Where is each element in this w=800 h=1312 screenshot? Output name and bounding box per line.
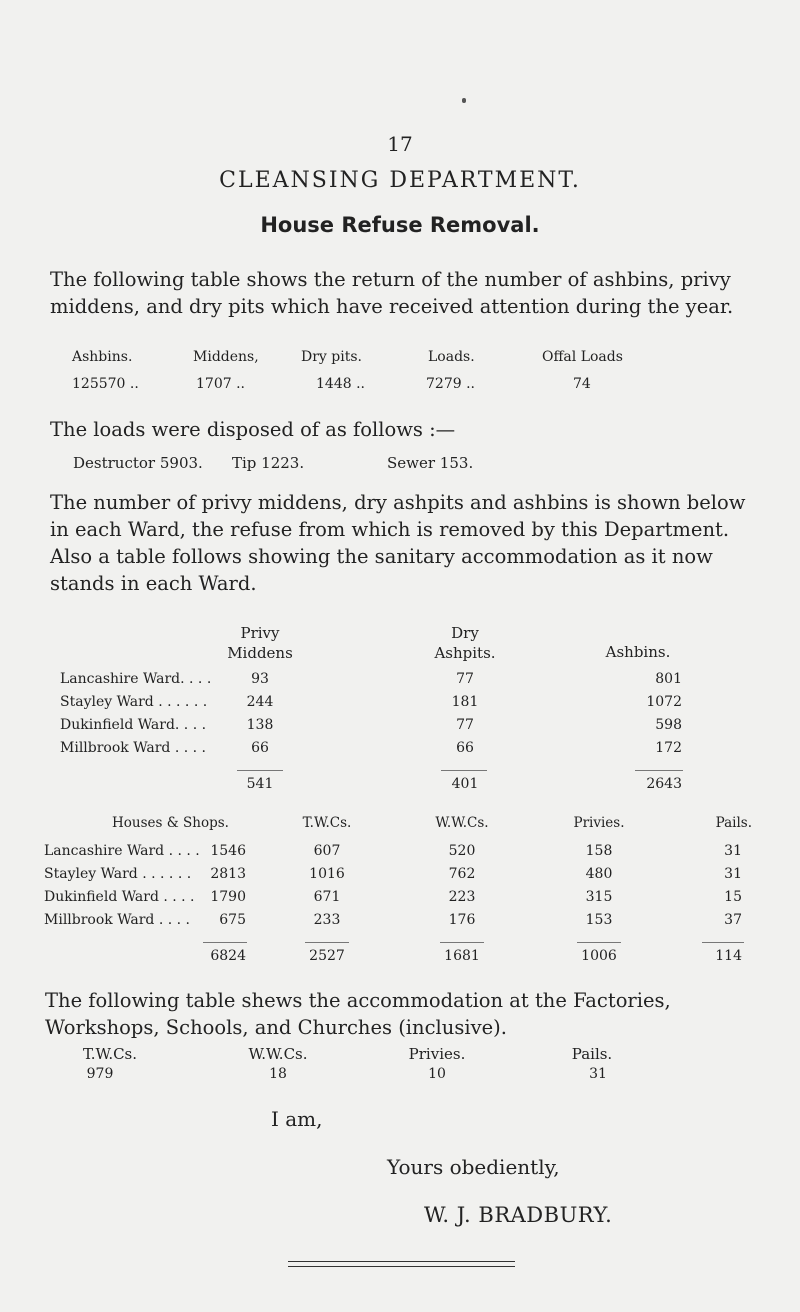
- t2-cell: 520: [448, 843, 476, 859]
- t1-cell: 244: [246, 694, 274, 710]
- t2-cell: 153: [585, 912, 613, 928]
- t2-total: 1006: [581, 948, 617, 964]
- summary-header-offal: Offal Loads: [542, 349, 623, 365]
- summary-header-middens: Middens,: [193, 349, 259, 365]
- department-title: CLEANSING DEPARTMENT.: [219, 168, 581, 193]
- fact-header-pails: Pails.: [571, 1045, 613, 1063]
- t1-header-dry-ashpits: Dry Ashpits.: [434, 624, 496, 662]
- t2-total-rule: [577, 942, 621, 943]
- disposal-intro: The loads were disposed of as follows :—: [50, 418, 456, 441]
- summary-header-drypits: Dry pits.: [301, 349, 362, 365]
- t1-header-privy-middens: Privy Middens: [227, 624, 293, 662]
- t1-total: 541: [246, 776, 274, 792]
- t1-cell: 138: [246, 717, 274, 733]
- t2-total: 2527: [309, 948, 345, 964]
- disposal-sewer: Sewer 153.: [387, 454, 474, 472]
- t2-header-houses: Houses & Shops.: [112, 815, 229, 831]
- t2-cell: 233: [313, 912, 341, 928]
- t2-total: 114: [715, 948, 742, 964]
- t2-total: 1681: [444, 948, 480, 964]
- fact-value: 10: [428, 1066, 446, 1082]
- t2-cell: 671: [313, 889, 341, 905]
- summary-value-loads: 7279 ..: [426, 376, 475, 392]
- page-number: 17: [387, 132, 413, 156]
- summary-value-drypits: 1448 ..: [316, 376, 365, 392]
- t1-total-rule: [441, 770, 487, 771]
- t2-cell: 762: [448, 866, 476, 882]
- summary-value-ashbins: 125570 ..: [72, 376, 139, 392]
- printed-speck: [462, 98, 466, 103]
- fact-value: 18: [269, 1066, 287, 1082]
- t2-total-rule: [203, 942, 247, 943]
- t1-cell: 801: [655, 671, 682, 687]
- disposal-destructor: Destructor 5903.: [73, 454, 203, 472]
- intro-paragraph: The following table shows the return of the number of ashbins, privy middens, and dry pits which have received attention during the year.: [50, 268, 734, 318]
- t2-cell: 1546: [210, 843, 246, 859]
- t2-ward-lancashire: Lancashire Ward . . . .: [44, 843, 200, 859]
- t2-cell: 176: [448, 912, 476, 928]
- t2-cell: 480: [585, 866, 613, 882]
- t2-cell: 607: [313, 843, 341, 859]
- t1-total-rule: [237, 770, 283, 771]
- t1-ward-millbrook: Millbrook Ward . . . .: [60, 740, 206, 756]
- closing-i-am: I am,: [271, 1107, 323, 1131]
- t1-cell: 172: [655, 740, 682, 756]
- t1-cell: 66: [251, 740, 269, 756]
- t1-ward-stayley: Stayley Ward . . . . . .: [60, 694, 208, 710]
- t2-ward-millbrook: Millbrook Ward . . . .: [44, 912, 190, 928]
- t2-cell: 2813: [210, 866, 246, 882]
- closing-yours: Yours obediently,: [387, 1155, 560, 1179]
- t2-header-twcs: T.W.Cs.: [302, 815, 352, 831]
- t1-cell: 66: [456, 740, 474, 756]
- t2-cell: 158: [585, 843, 613, 859]
- t1-cell: 181: [451, 694, 479, 710]
- t2-cell: 31: [724, 843, 742, 859]
- factories-paragraph: The following table shews the accommodation at the Factories, Workshops, Schools, and Churches (inclusive).: [45, 989, 671, 1039]
- summary-header-ashbins: Ashbins.: [72, 349, 133, 365]
- t2-cell: 1016: [309, 866, 345, 882]
- end-rule: [288, 1266, 515, 1267]
- t2-cell: 223: [448, 889, 476, 905]
- t1-ward-dukinfield: Dukinfield Ward. . . .: [60, 717, 207, 733]
- t1-total: 2643: [646, 776, 682, 792]
- t1-total-rule: [635, 770, 683, 771]
- t1-total: 401: [451, 776, 479, 792]
- fact-header-wwcs: W.W.Cs.: [248, 1045, 308, 1063]
- t1-header-ashbins: Ashbins.: [605, 643, 671, 661]
- fact-value: 31: [589, 1066, 607, 1082]
- t1-cell: 598: [655, 717, 682, 733]
- end-rule: [288, 1261, 515, 1262]
- t1-cell: 77: [456, 671, 474, 687]
- summary-header-loads: Loads.: [428, 349, 475, 365]
- t1-cell: 1072: [646, 694, 682, 710]
- t2-cell: 675: [219, 912, 246, 928]
- fact-value: 979: [86, 1066, 114, 1082]
- t2-ward-stayley: Stayley Ward . . . . . .: [44, 866, 192, 882]
- t2-cell: 15: [724, 889, 742, 905]
- summary-value-middens: 1707 ..: [196, 376, 245, 392]
- summary-value-offal: 74: [573, 376, 591, 392]
- signature-name: W. J. BRADBURY.: [424, 1203, 613, 1227]
- t1-cell: 77: [456, 717, 474, 733]
- t2-cell: 37: [724, 912, 742, 928]
- t1-ward-lancashire: Lancashire Ward. . . .: [60, 671, 212, 687]
- t2-total: 6824: [210, 948, 246, 964]
- t2-total-rule: [702, 942, 744, 943]
- ward-paragraph: The number of privy middens, dry ashpits and ashbins is shown below in each Ward, the refuse from which is removed by this Department. Also a table follows showing the sanitary accommodation as it now stands in each Ward.: [50, 491, 746, 595]
- t2-total-rule: [440, 942, 484, 943]
- t2-cell: 31: [724, 866, 742, 882]
- fact-header-privies: Privies.: [408, 1045, 466, 1063]
- t2-total-rule: [305, 942, 349, 943]
- t1-cell: 93: [251, 671, 269, 687]
- t2-header-privies: Privies.: [573, 815, 625, 831]
- section-title: House Refuse Removal.: [260, 213, 540, 237]
- t2-cell: 1790: [210, 889, 246, 905]
- t2-ward-dukinfield: Dukinfield Ward . . . .: [44, 889, 195, 905]
- t2-header-pails: Pails.: [715, 815, 752, 831]
- fact-header-twcs: T.W.Cs.: [82, 1045, 138, 1063]
- disposal-tip: Tip 1223.: [232, 454, 305, 472]
- t2-cell: 315: [585, 889, 613, 905]
- t2-header-wwcs: W.W.Cs.: [435, 815, 489, 831]
